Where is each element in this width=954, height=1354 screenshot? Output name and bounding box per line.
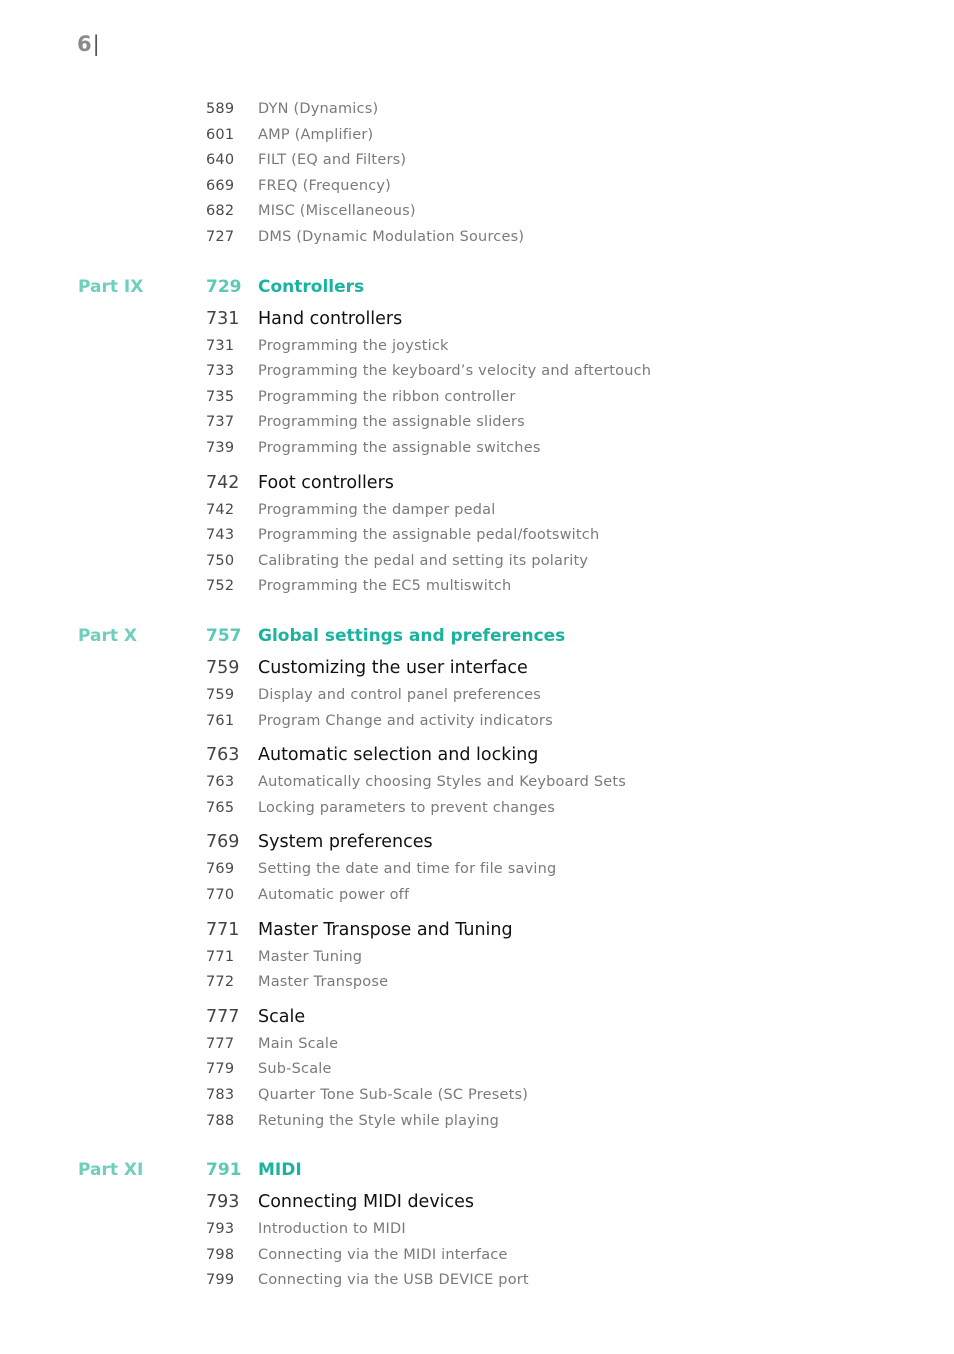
part-title: Controllers <box>258 276 365 297</box>
entry-title: Display and control panel preferences <box>258 687 542 703</box>
entry-title: Locking parameters to prevent changes <box>258 799 556 816</box>
page-ref: 770 <box>206 887 235 903</box>
part-label: Part XI <box>78 1160 144 1181</box>
page-number-separator: | <box>92 32 100 56</box>
page-ref: 793 <box>206 1192 240 1213</box>
page-ref: 779 <box>206 1061 235 1078</box>
page-ref: 729 <box>206 276 242 297</box>
part-label: Part IX <box>78 276 144 297</box>
page-ref: 750 <box>206 552 235 569</box>
entry-title: Setting the date and time for file saving <box>258 861 557 878</box>
chapter-title: Connecting MIDI devices <box>258 1192 475 1213</box>
entry-title: Introduction to MIDI <box>258 1221 406 1238</box>
entry-title: FILT (EQ and Filters) <box>258 152 407 169</box>
page-ref: 757 <box>206 626 242 646</box>
entry-title: AMP (Amplifier) <box>258 126 374 143</box>
page-ref: 793 <box>206 1221 235 1238</box>
entry-title: Program Change and activity indicators <box>258 712 553 729</box>
entry-title: Retuning the Style while playing <box>258 1112 500 1129</box>
chapter-title: Foot controllers <box>258 472 394 493</box>
page-ref: 777 <box>206 1006 240 1027</box>
page-ref: 759 <box>206 658 240 678</box>
entry-title: Programming the assignable switches <box>258 440 541 456</box>
chapter-title: Master Transpose and Tuning <box>258 919 513 940</box>
entry-title: Main Scale <box>258 1035 339 1052</box>
page-ref: 783 <box>206 1087 235 1103</box>
page-number <box>77 32 100 56</box>
entry-title: Programming the damper pedal <box>258 501 496 518</box>
chapter-title: Hand controllers <box>258 308 403 329</box>
entry-title: Master Transpose <box>258 974 389 991</box>
entry-title: Automatic power off <box>258 887 410 903</box>
chapter-title: Automatic selection and locking <box>258 745 539 766</box>
page-ref: 739 <box>206 440 235 456</box>
entry-title: Programming the ribbon controller <box>258 388 516 405</box>
entry-title: Programming the EC5 multiswitch <box>258 578 512 595</box>
page-ref: 752 <box>206 578 235 595</box>
entry-title: DMS (Dynamic Modulation Sources) <box>258 229 525 245</box>
chapter-title: Customizing the user interface <box>258 658 528 678</box>
page-ref: 798 <box>206 1246 235 1263</box>
part-label: Part X <box>78 626 138 646</box>
entry-title: MISC (Miscellaneous) <box>258 203 416 220</box>
page-ref: 771 <box>206 919 240 940</box>
page-ref: 742 <box>206 501 235 518</box>
page-ref: 669 <box>206 177 235 194</box>
page-ref: 763 <box>206 745 240 766</box>
page-ref: 742 <box>206 472 240 493</box>
page-ref: 777 <box>206 1035 235 1052</box>
entry-title: Master Tuning <box>258 948 363 965</box>
part-title: Global settings and preferences <box>258 626 566 646</box>
page-ref: 763 <box>206 774 235 791</box>
part-title: MIDI <box>258 1160 302 1181</box>
page-ref: 765 <box>206 799 235 816</box>
page-ref: 727 <box>206 229 235 245</box>
entry-title: Programming the assignable pedal/footswitch <box>258 527 600 544</box>
page-ref: 601 <box>206 126 235 143</box>
page-ref: 759 <box>206 687 235 703</box>
page-ref: 743 <box>206 527 235 544</box>
page-ref: 682 <box>206 203 235 220</box>
entry-title: Programming the joystick <box>258 337 449 354</box>
page-number-value: 6 <box>77 32 92 56</box>
page-ref: 771 <box>206 948 235 965</box>
page-ref: 589 <box>206 101 235 117</box>
page-ref: 769 <box>206 861 235 878</box>
chapter-title: System preferences <box>258 832 433 853</box>
page-ref: 731 <box>206 337 235 354</box>
page-ref: 735 <box>206 388 235 405</box>
page-ref: 791 <box>206 1160 242 1181</box>
entry-title: DYN (Dynamics) <box>258 101 379 117</box>
entry-title: Programming the assignable sliders <box>258 414 525 431</box>
page-ref: 799 <box>206 1272 235 1289</box>
entry-title: Sub-Scale <box>258 1061 332 1078</box>
entry-title: FREQ (Frequency) <box>258 177 392 194</box>
chapter-title: Scale <box>258 1006 306 1027</box>
page-ref: 731 <box>206 308 240 329</box>
entry-title: Connecting via the USB DEVICE port <box>258 1272 529 1289</box>
page-ref: 769 <box>206 832 240 853</box>
page-ref: 761 <box>206 712 235 729</box>
page-ref: 640 <box>206 152 235 169</box>
entry-title: Connecting via the MIDI interface <box>258 1246 508 1263</box>
entry-title: Quarter Tone Sub-Scale (SC Presets) <box>258 1087 529 1103</box>
entry-title: Automatically choosing Styles and Keyboard Sets <box>258 774 626 791</box>
entry-title: Calibrating the pedal and setting its polarity <box>258 552 589 569</box>
page-ref: 733 <box>206 363 235 380</box>
page-ref: 788 <box>206 1112 235 1129</box>
entry-title: Programming the keyboard’s velocity and aftertouch <box>258 363 652 380</box>
page-ref: 737 <box>206 414 235 431</box>
page-ref: 772 <box>206 974 235 991</box>
